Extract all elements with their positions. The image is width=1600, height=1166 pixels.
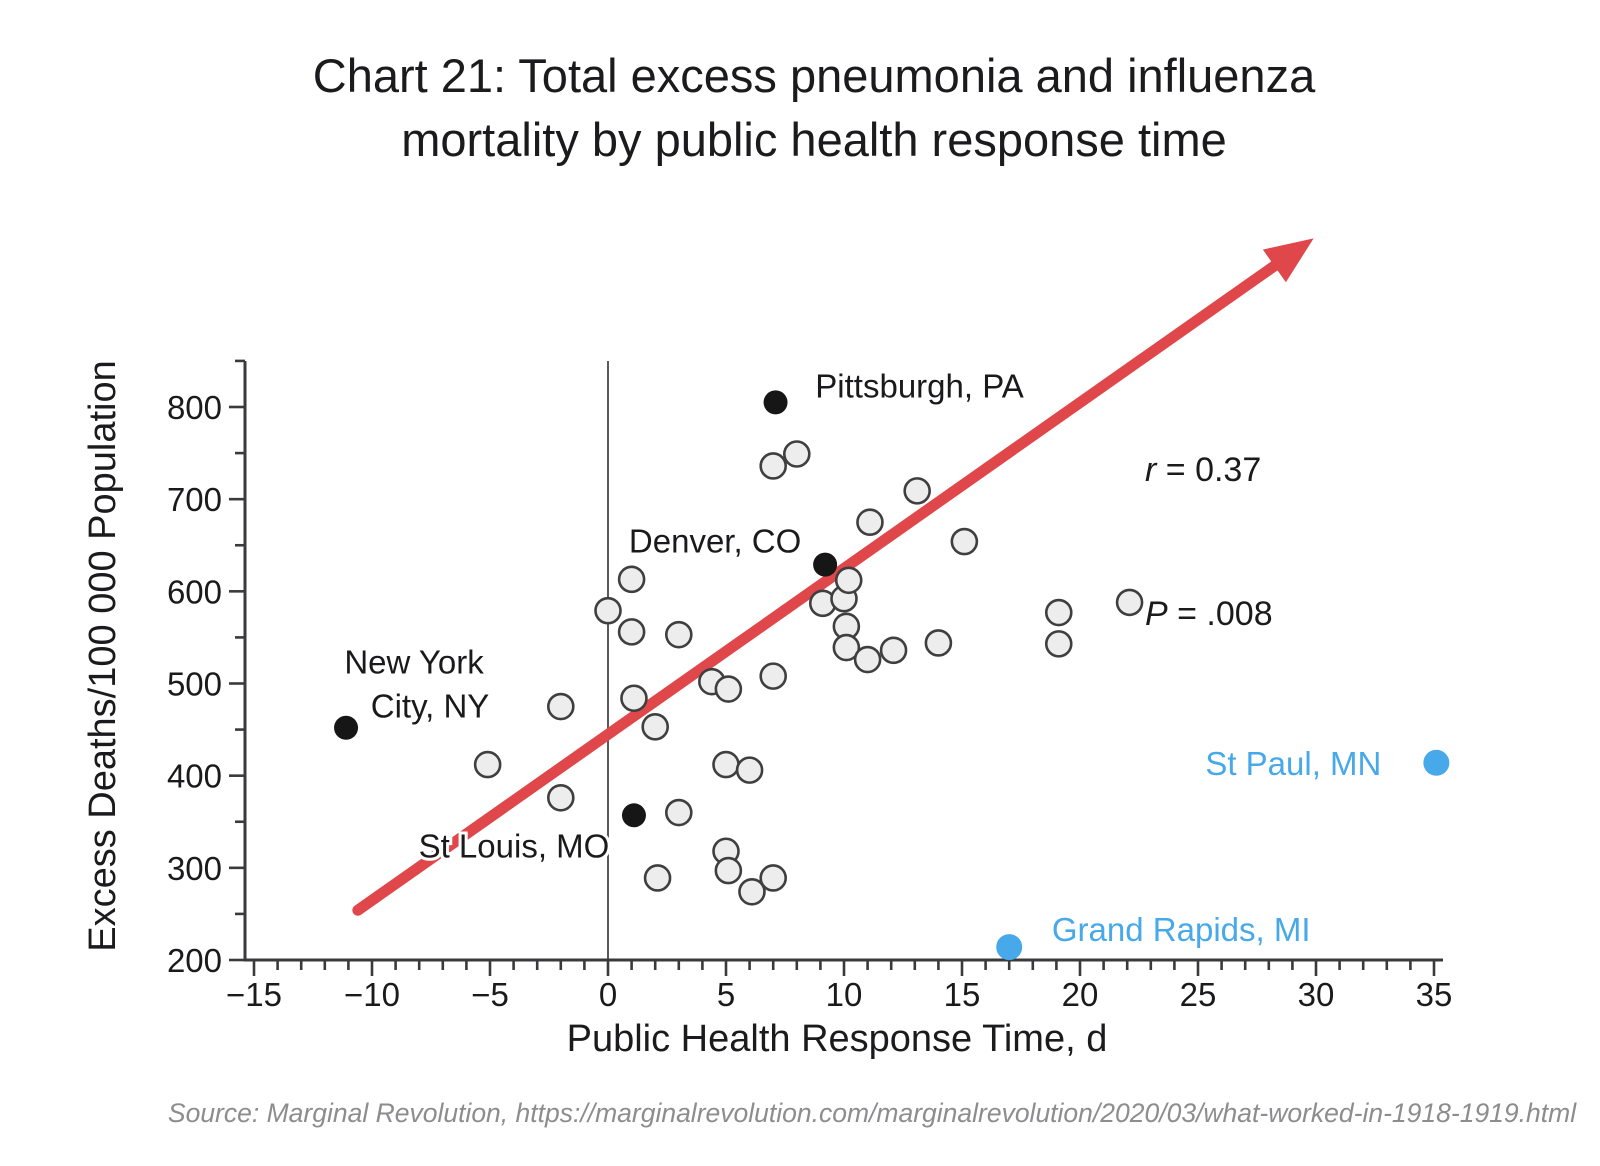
data-point — [855, 647, 880, 672]
data-point — [1423, 750, 1449, 776]
data-point — [622, 803, 646, 827]
x-tick-label: 15 — [943, 976, 981, 1013]
y-tick-label: 500 — [166, 665, 222, 703]
data-point — [784, 442, 809, 467]
data-point — [666, 622, 691, 647]
x-tick-label: 5 — [716, 976, 736, 1013]
data-point — [619, 619, 644, 644]
y-tick-label: 600 — [166, 573, 222, 611]
series-labeled-cities-blue — [996, 745, 1449, 960]
y-axis-title: Excess Deaths/100 000 Population — [82, 360, 124, 952]
data-point — [621, 686, 646, 711]
data-point — [813, 553, 837, 577]
data-point — [836, 568, 861, 593]
data-point — [716, 858, 741, 883]
data-point — [1117, 590, 1142, 615]
y-tick-label: 800 — [166, 388, 222, 426]
city-label: City, NY — [370, 687, 490, 725]
x-tick-label: −15 — [226, 976, 282, 1013]
data-point — [905, 478, 930, 503]
p-value: P = .008 — [1145, 595, 1273, 633]
series-labeled-cities-black — [334, 367, 1024, 864]
x-tick-label: 10 — [825, 976, 863, 1013]
y-tick-label: 200 — [166, 942, 222, 979]
r-value: r = 0.37 — [1145, 451, 1262, 489]
data-point — [996, 934, 1022, 960]
data-point — [475, 752, 500, 777]
x-tick-label: 25 — [1179, 976, 1217, 1013]
data-point — [714, 752, 739, 777]
y-axis — [167, 361, 245, 979]
data-point — [761, 664, 786, 689]
data-point — [761, 865, 786, 890]
data-point — [761, 453, 786, 478]
chart-title-line2: mortality by public health response time — [401, 113, 1227, 166]
data-point — [548, 785, 573, 810]
city-label: Pittsburgh, PA — [815, 367, 1024, 405]
data-point — [666, 800, 691, 825]
city-label: St Louis, MO — [418, 827, 610, 865]
data-point — [857, 510, 882, 535]
source-citation: Source: Marginal Revolution, https://marginalrevolution.com/marginalrevolution/2020/03/what-worked-in-1918-1919.html — [167, 1098, 1577, 1128]
chart-title-line1: Chart 21: Total excess pneumonia and influenza — [312, 49, 1316, 102]
city-label: St Paul, MN — [1205, 744, 1382, 782]
x-tick-label: 30 — [1297, 976, 1335, 1013]
data-point — [952, 529, 977, 554]
x-axis-title: Public Health Response Time, d — [566, 1018, 1108, 1060]
data-point — [645, 865, 670, 890]
x-tick-label: 35 — [1415, 976, 1453, 1013]
correlation-annotation — [1145, 350, 1273, 734]
data-point — [737, 758, 762, 783]
x-tick-label: 0 — [598, 976, 618, 1013]
city-label: New York — [344, 643, 484, 681]
data-point — [926, 630, 951, 655]
y-tick-label: 700 — [166, 481, 222, 519]
x-tick-label: −5 — [471, 976, 509, 1013]
data-point — [643, 714, 668, 739]
data-point — [1046, 631, 1071, 656]
x-axis — [226, 960, 1452, 1013]
data-point — [881, 638, 906, 663]
data-point — [764, 390, 788, 414]
x-tick-label: 20 — [1061, 976, 1099, 1013]
data-point — [716, 677, 741, 702]
city-label: Denver, CO — [628, 522, 802, 560]
y-tick-label: 400 — [166, 757, 222, 795]
data-point — [1046, 600, 1071, 625]
data-point — [596, 598, 621, 623]
data-point — [334, 716, 358, 740]
y-tick-label: 300 — [166, 849, 222, 887]
data-point — [619, 567, 644, 592]
x-tick-label: −10 — [344, 976, 400, 1013]
city-label: Grand Rapids, MI — [1051, 911, 1311, 949]
data-point — [548, 694, 573, 719]
